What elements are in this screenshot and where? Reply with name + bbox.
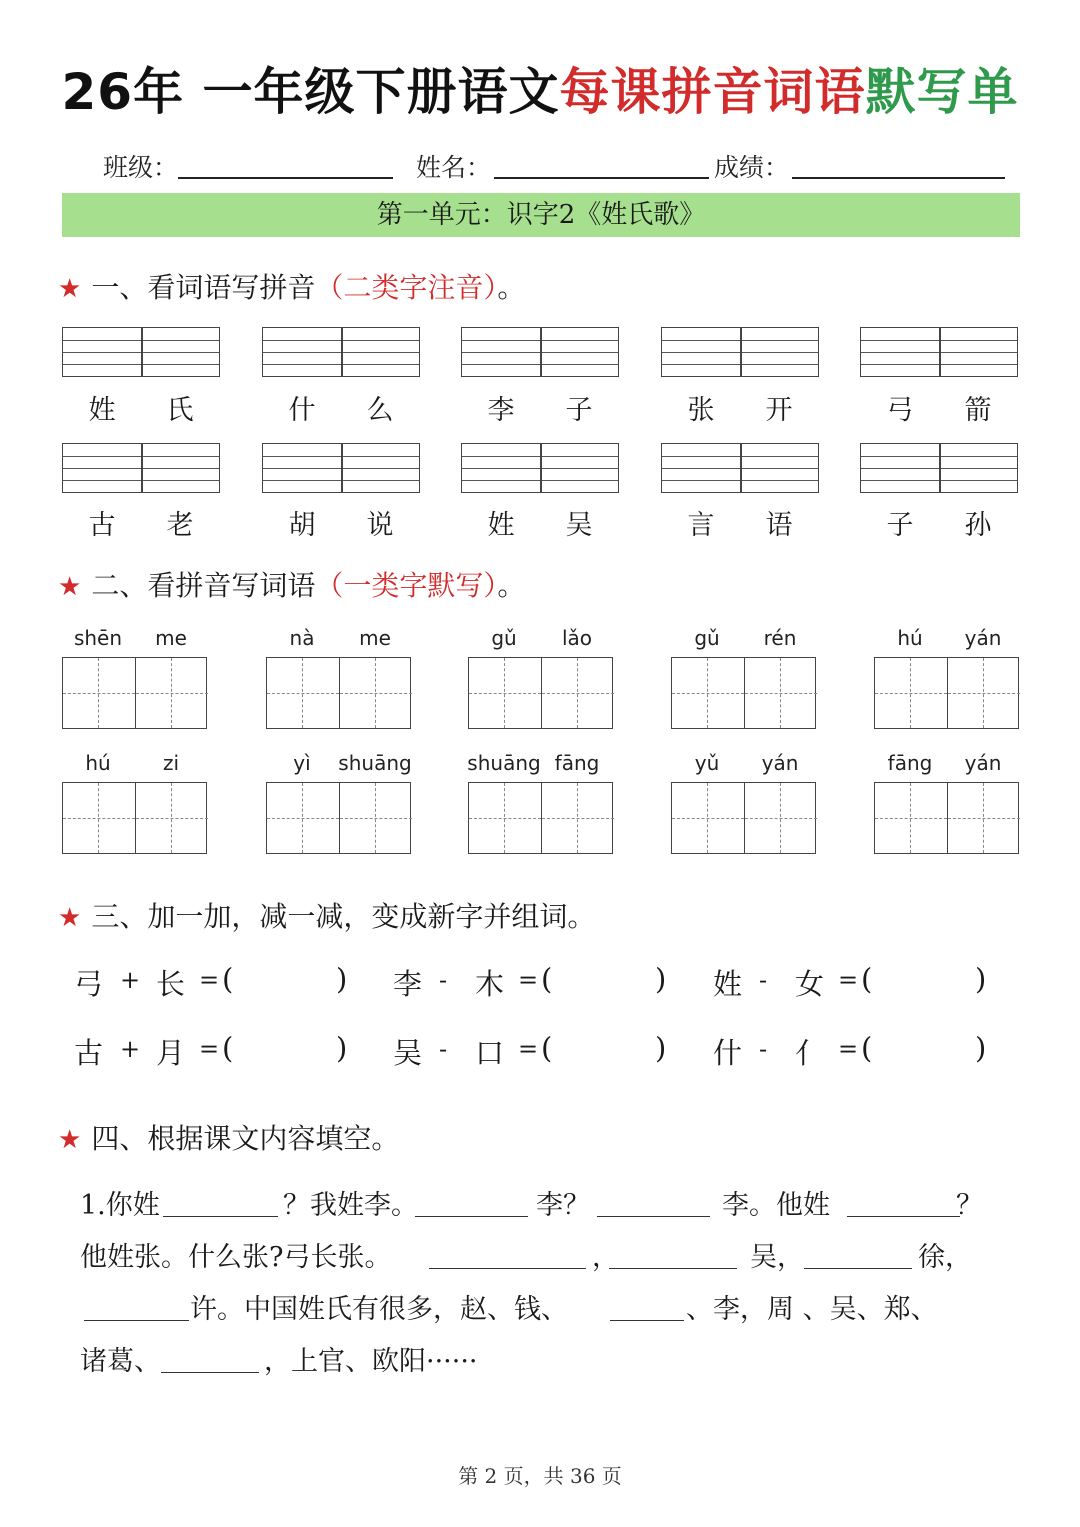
left-paren: ( bbox=[222, 962, 234, 996]
word-character: 箭 bbox=[964, 395, 992, 426]
grid-guide bbox=[542, 818, 614, 819]
name-label: 姓名： bbox=[416, 153, 492, 182]
fill-blank[interactable] bbox=[415, 1216, 528, 1217]
score-field[interactable] bbox=[792, 177, 1005, 179]
right-paren: ) bbox=[336, 1031, 348, 1065]
equals-sign: = bbox=[838, 966, 859, 994]
pinyin-label: shuāng bbox=[338, 751, 412, 775]
answer-slot[interactable] bbox=[875, 1033, 971, 1069]
word-character: 什 bbox=[288, 395, 316, 426]
right-paren: ) bbox=[655, 1031, 667, 1065]
pinyin-label: gǔ bbox=[694, 626, 720, 650]
equals-sign: = bbox=[518, 1035, 539, 1063]
fill-text: ？ bbox=[956, 1190, 983, 1221]
writing-grid[interactable] bbox=[671, 782, 816, 854]
writing-grid[interactable] bbox=[62, 657, 207, 729]
section-2-heading bbox=[58, 564, 525, 604]
fill-blank[interactable] bbox=[161, 1372, 259, 1373]
word-character: 姓 bbox=[88, 395, 116, 426]
fill-text: 他姓张。什么张?弓长张。 bbox=[80, 1242, 392, 1273]
left-paren: ( bbox=[861, 962, 873, 996]
grid-cell[interactable] bbox=[541, 658, 614, 728]
right-paren: ) bbox=[655, 962, 667, 996]
word-character: 古 bbox=[88, 510, 116, 541]
star-icon: ★ bbox=[58, 274, 82, 304]
star-icon: ★ bbox=[58, 903, 82, 933]
equation-operator: - bbox=[439, 1035, 448, 1063]
grid-guide bbox=[340, 693, 412, 694]
pinyin-label: nà bbox=[289, 626, 315, 650]
grid-cell[interactable] bbox=[469, 658, 541, 728]
grid-cell[interactable] bbox=[135, 783, 208, 853]
word-character: 胡 bbox=[288, 510, 316, 541]
pinyin-label: shēn bbox=[73, 626, 123, 650]
word-character: 姓 bbox=[487, 510, 515, 541]
left-paren: ( bbox=[222, 1031, 234, 1065]
pinyin-label: shuāng bbox=[467, 751, 541, 775]
pinyin-label: yán bbox=[964, 751, 1002, 775]
fill-blank[interactable] bbox=[429, 1268, 586, 1269]
fill-blank[interactable] bbox=[84, 1320, 189, 1321]
box-divider bbox=[141, 444, 143, 492]
equation-char: 木 bbox=[475, 967, 505, 1001]
section-2-note: （一类字默写） bbox=[315, 569, 498, 602]
box-divider bbox=[341, 328, 343, 376]
equation-char: 女 bbox=[795, 967, 825, 1001]
box-divider bbox=[341, 444, 343, 492]
pinyin-label: yì bbox=[293, 751, 311, 775]
pinyin-label: hú bbox=[85, 751, 111, 775]
equation-operator: - bbox=[759, 966, 768, 994]
word-character: 李 bbox=[487, 395, 515, 426]
box-divider bbox=[939, 328, 941, 376]
pinyin-label: rén bbox=[763, 626, 797, 650]
fill-text: ？我姓李。 bbox=[283, 1190, 418, 1221]
equation-char: 口 bbox=[475, 1036, 505, 1070]
word-character: 语 bbox=[765, 510, 793, 541]
grid-cell[interactable] bbox=[744, 783, 817, 853]
section-2-end: 。 bbox=[497, 569, 526, 602]
section-1-heading bbox=[58, 266, 525, 306]
equation-operator: - bbox=[439, 966, 448, 994]
equation-char: 弓 bbox=[74, 967, 104, 1001]
grid-cell[interactable] bbox=[672, 658, 744, 728]
grid-cell[interactable] bbox=[135, 658, 208, 728]
grid-guide bbox=[136, 693, 208, 694]
pinyin-label: me bbox=[155, 626, 187, 650]
right-paren: ) bbox=[336, 962, 348, 996]
word-character: 张 bbox=[687, 395, 715, 426]
grid-guide bbox=[469, 693, 541, 694]
word-character: 弓 bbox=[886, 395, 914, 426]
name-field[interactable] bbox=[494, 177, 709, 179]
equals-sign: = bbox=[199, 966, 220, 994]
grid-cell[interactable] bbox=[541, 783, 614, 853]
section-1-note: （二类字注音） bbox=[315, 271, 498, 304]
pinyin-label: yán bbox=[964, 626, 1002, 650]
section-3-title: 三、加一加，减一减，变成新字并组词。 bbox=[91, 900, 596, 933]
fill-blank[interactable] bbox=[163, 1216, 278, 1217]
grid-guide bbox=[469, 818, 541, 819]
word-character: 孙 bbox=[964, 510, 992, 541]
writing-grid[interactable] bbox=[874, 782, 1019, 854]
word-character: 言 bbox=[687, 510, 715, 541]
fill-text: ， bbox=[592, 1242, 619, 1273]
grid-guide bbox=[875, 693, 947, 694]
grid-cell[interactable] bbox=[744, 658, 817, 728]
grid-cell[interactable] bbox=[875, 783, 947, 853]
equation-operator: + bbox=[120, 1035, 141, 1063]
pinyin-label: zi bbox=[162, 751, 180, 775]
grid-cell[interactable] bbox=[672, 783, 744, 853]
grid-cell[interactable] bbox=[339, 783, 412, 853]
equation-char: 什 bbox=[713, 1036, 743, 1070]
answer-slot[interactable] bbox=[236, 1033, 332, 1069]
pinyin-box[interactable] bbox=[262, 327, 420, 377]
answer-slot[interactable] bbox=[555, 1033, 651, 1069]
equation-operator: - bbox=[759, 1035, 768, 1063]
grid-cell[interactable] bbox=[947, 658, 1020, 728]
grid-guide bbox=[672, 818, 744, 819]
fill-text: 诸葛、 bbox=[80, 1346, 161, 1377]
equation-char: 李 bbox=[393, 967, 423, 1001]
equation-char: 姓 bbox=[713, 967, 743, 1001]
left-paren: ( bbox=[541, 962, 553, 996]
left-paren: ( bbox=[861, 1031, 873, 1065]
fill-blank[interactable] bbox=[597, 1216, 710, 1217]
section-1-end: 。 bbox=[497, 271, 526, 304]
grid-cell[interactable] bbox=[63, 783, 135, 853]
grid-guide bbox=[948, 818, 1020, 819]
grid-guide bbox=[267, 818, 339, 819]
writing-grid[interactable] bbox=[266, 782, 411, 854]
writing-grid[interactable] bbox=[62, 782, 207, 854]
fill-text: 1.你姓 bbox=[80, 1190, 160, 1221]
pinyin-label: fāng bbox=[887, 751, 933, 775]
fill-text: ，上官、欧阳······ bbox=[264, 1346, 478, 1377]
equals-sign: = bbox=[518, 966, 539, 994]
page-title bbox=[0, 52, 1080, 124]
section-2-title: 二、看拼音写词语 bbox=[91, 569, 316, 602]
score-label: 成绩： bbox=[714, 153, 790, 182]
title-part-1: 26年 一年级下册语文 bbox=[61, 63, 560, 121]
equals-sign: = bbox=[199, 1035, 220, 1063]
fill-text: 、李，周 、吴、郑、 bbox=[686, 1294, 938, 1325]
word-character: 么 bbox=[366, 395, 394, 426]
grid-guide bbox=[948, 693, 1020, 694]
grid-cell[interactable] bbox=[63, 658, 135, 728]
pinyin-box[interactable] bbox=[661, 443, 819, 493]
answer-slot[interactable] bbox=[555, 964, 651, 1000]
pinyin-label: hú bbox=[897, 626, 923, 650]
star-icon: ★ bbox=[58, 1125, 82, 1155]
fill-text: 徐， bbox=[918, 1242, 972, 1273]
pinyin-label: gǔ bbox=[491, 626, 517, 650]
unit-banner: 第一单元：识字2《姓氏歌》 bbox=[62, 193, 1020, 237]
word-character: 老 bbox=[166, 510, 194, 541]
grid-guide bbox=[875, 818, 947, 819]
grid-guide bbox=[136, 818, 208, 819]
word-character: 吴 bbox=[565, 510, 593, 541]
equation-char: 古 bbox=[74, 1036, 104, 1070]
fill-text: 李？ bbox=[536, 1190, 590, 1221]
title-part-2: 每课拼音词语 bbox=[559, 63, 866, 121]
pinyin-label: yán bbox=[761, 751, 799, 775]
box-divider bbox=[740, 444, 742, 492]
fill-blank[interactable] bbox=[609, 1268, 737, 1269]
pinyin-box[interactable] bbox=[661, 327, 819, 377]
equation-operator: + bbox=[120, 966, 141, 994]
grid-cell[interactable] bbox=[469, 783, 541, 853]
pinyin-label: fāng bbox=[554, 751, 600, 775]
equation-char: 月 bbox=[156, 1036, 186, 1070]
writing-grid[interactable] bbox=[266, 657, 411, 729]
box-divider bbox=[141, 328, 143, 376]
pinyin-box[interactable] bbox=[461, 327, 619, 377]
box-divider bbox=[939, 444, 941, 492]
word-character: 开 bbox=[765, 395, 793, 426]
class-field[interactable] bbox=[178, 177, 393, 179]
box-divider bbox=[740, 328, 742, 376]
grid-cell[interactable] bbox=[339, 658, 412, 728]
grid-guide bbox=[542, 693, 614, 694]
right-paren: ) bbox=[975, 962, 987, 996]
writing-grid[interactable] bbox=[468, 657, 613, 729]
word-character: 氏 bbox=[166, 395, 194, 426]
pinyin-box[interactable] bbox=[860, 443, 1018, 493]
grid-guide bbox=[63, 693, 135, 694]
fill-blank[interactable] bbox=[610, 1320, 684, 1321]
star-icon: ★ bbox=[58, 572, 82, 602]
fill-text: 李。他姓 bbox=[722, 1190, 830, 1221]
section-4-heading bbox=[58, 1117, 399, 1157]
answer-slot[interactable] bbox=[236, 964, 332, 1000]
box-divider bbox=[540, 444, 542, 492]
class-label: 班级： bbox=[103, 153, 179, 182]
pinyin-box[interactable] bbox=[62, 327, 220, 377]
fill-text: 吴， bbox=[750, 1242, 804, 1273]
left-paren: ( bbox=[541, 1031, 553, 1065]
grid-guide bbox=[745, 693, 817, 694]
title-part-3: 默写单 bbox=[865, 63, 1019, 121]
grid-cell[interactable] bbox=[947, 783, 1020, 853]
section-3-heading bbox=[58, 895, 595, 935]
grid-guide bbox=[267, 693, 339, 694]
answer-slot[interactable] bbox=[875, 964, 971, 1000]
grid-guide bbox=[672, 693, 744, 694]
right-paren: ) bbox=[975, 1031, 987, 1065]
grid-guide bbox=[340, 818, 412, 819]
word-character: 子 bbox=[565, 395, 593, 426]
equation-char: 亻 bbox=[795, 1036, 825, 1070]
pinyin-box[interactable] bbox=[860, 327, 1018, 377]
grid-cell[interactable] bbox=[267, 658, 339, 728]
page-number: 第 2 页，共 36 页 bbox=[458, 1464, 622, 1488]
writing-grid[interactable] bbox=[874, 657, 1019, 729]
fill-blank[interactable] bbox=[804, 1268, 912, 1269]
pinyin-box[interactable] bbox=[62, 443, 220, 493]
fill-blank[interactable] bbox=[847, 1216, 960, 1217]
equals-sign: = bbox=[838, 1035, 859, 1063]
word-character: 子 bbox=[886, 510, 914, 541]
box-divider bbox=[540, 328, 542, 376]
equation-char: 长 bbox=[156, 967, 186, 1001]
grid-guide bbox=[745, 818, 817, 819]
section-1-title: 一、看词语写拼音 bbox=[91, 271, 316, 304]
grid-cell[interactable] bbox=[875, 658, 947, 728]
grid-guide bbox=[63, 818, 135, 819]
fill-text: 许。中国姓氏有很多，赵、钱、 bbox=[190, 1294, 568, 1325]
pinyin-box[interactable] bbox=[262, 443, 420, 493]
writing-grid[interactable] bbox=[468, 782, 613, 854]
pinyin-label: lǎo bbox=[561, 626, 593, 650]
pinyin-label: yǔ bbox=[694, 751, 720, 775]
pinyin-box[interactable] bbox=[461, 443, 619, 493]
section-4-title: 四、根据课文内容填空。 bbox=[91, 1122, 400, 1155]
pinyin-label: me bbox=[359, 626, 391, 650]
writing-grid[interactable] bbox=[671, 657, 816, 729]
grid-cell[interactable] bbox=[267, 783, 339, 853]
word-character: 说 bbox=[366, 510, 394, 541]
equation-char: 吴 bbox=[393, 1036, 423, 1070]
